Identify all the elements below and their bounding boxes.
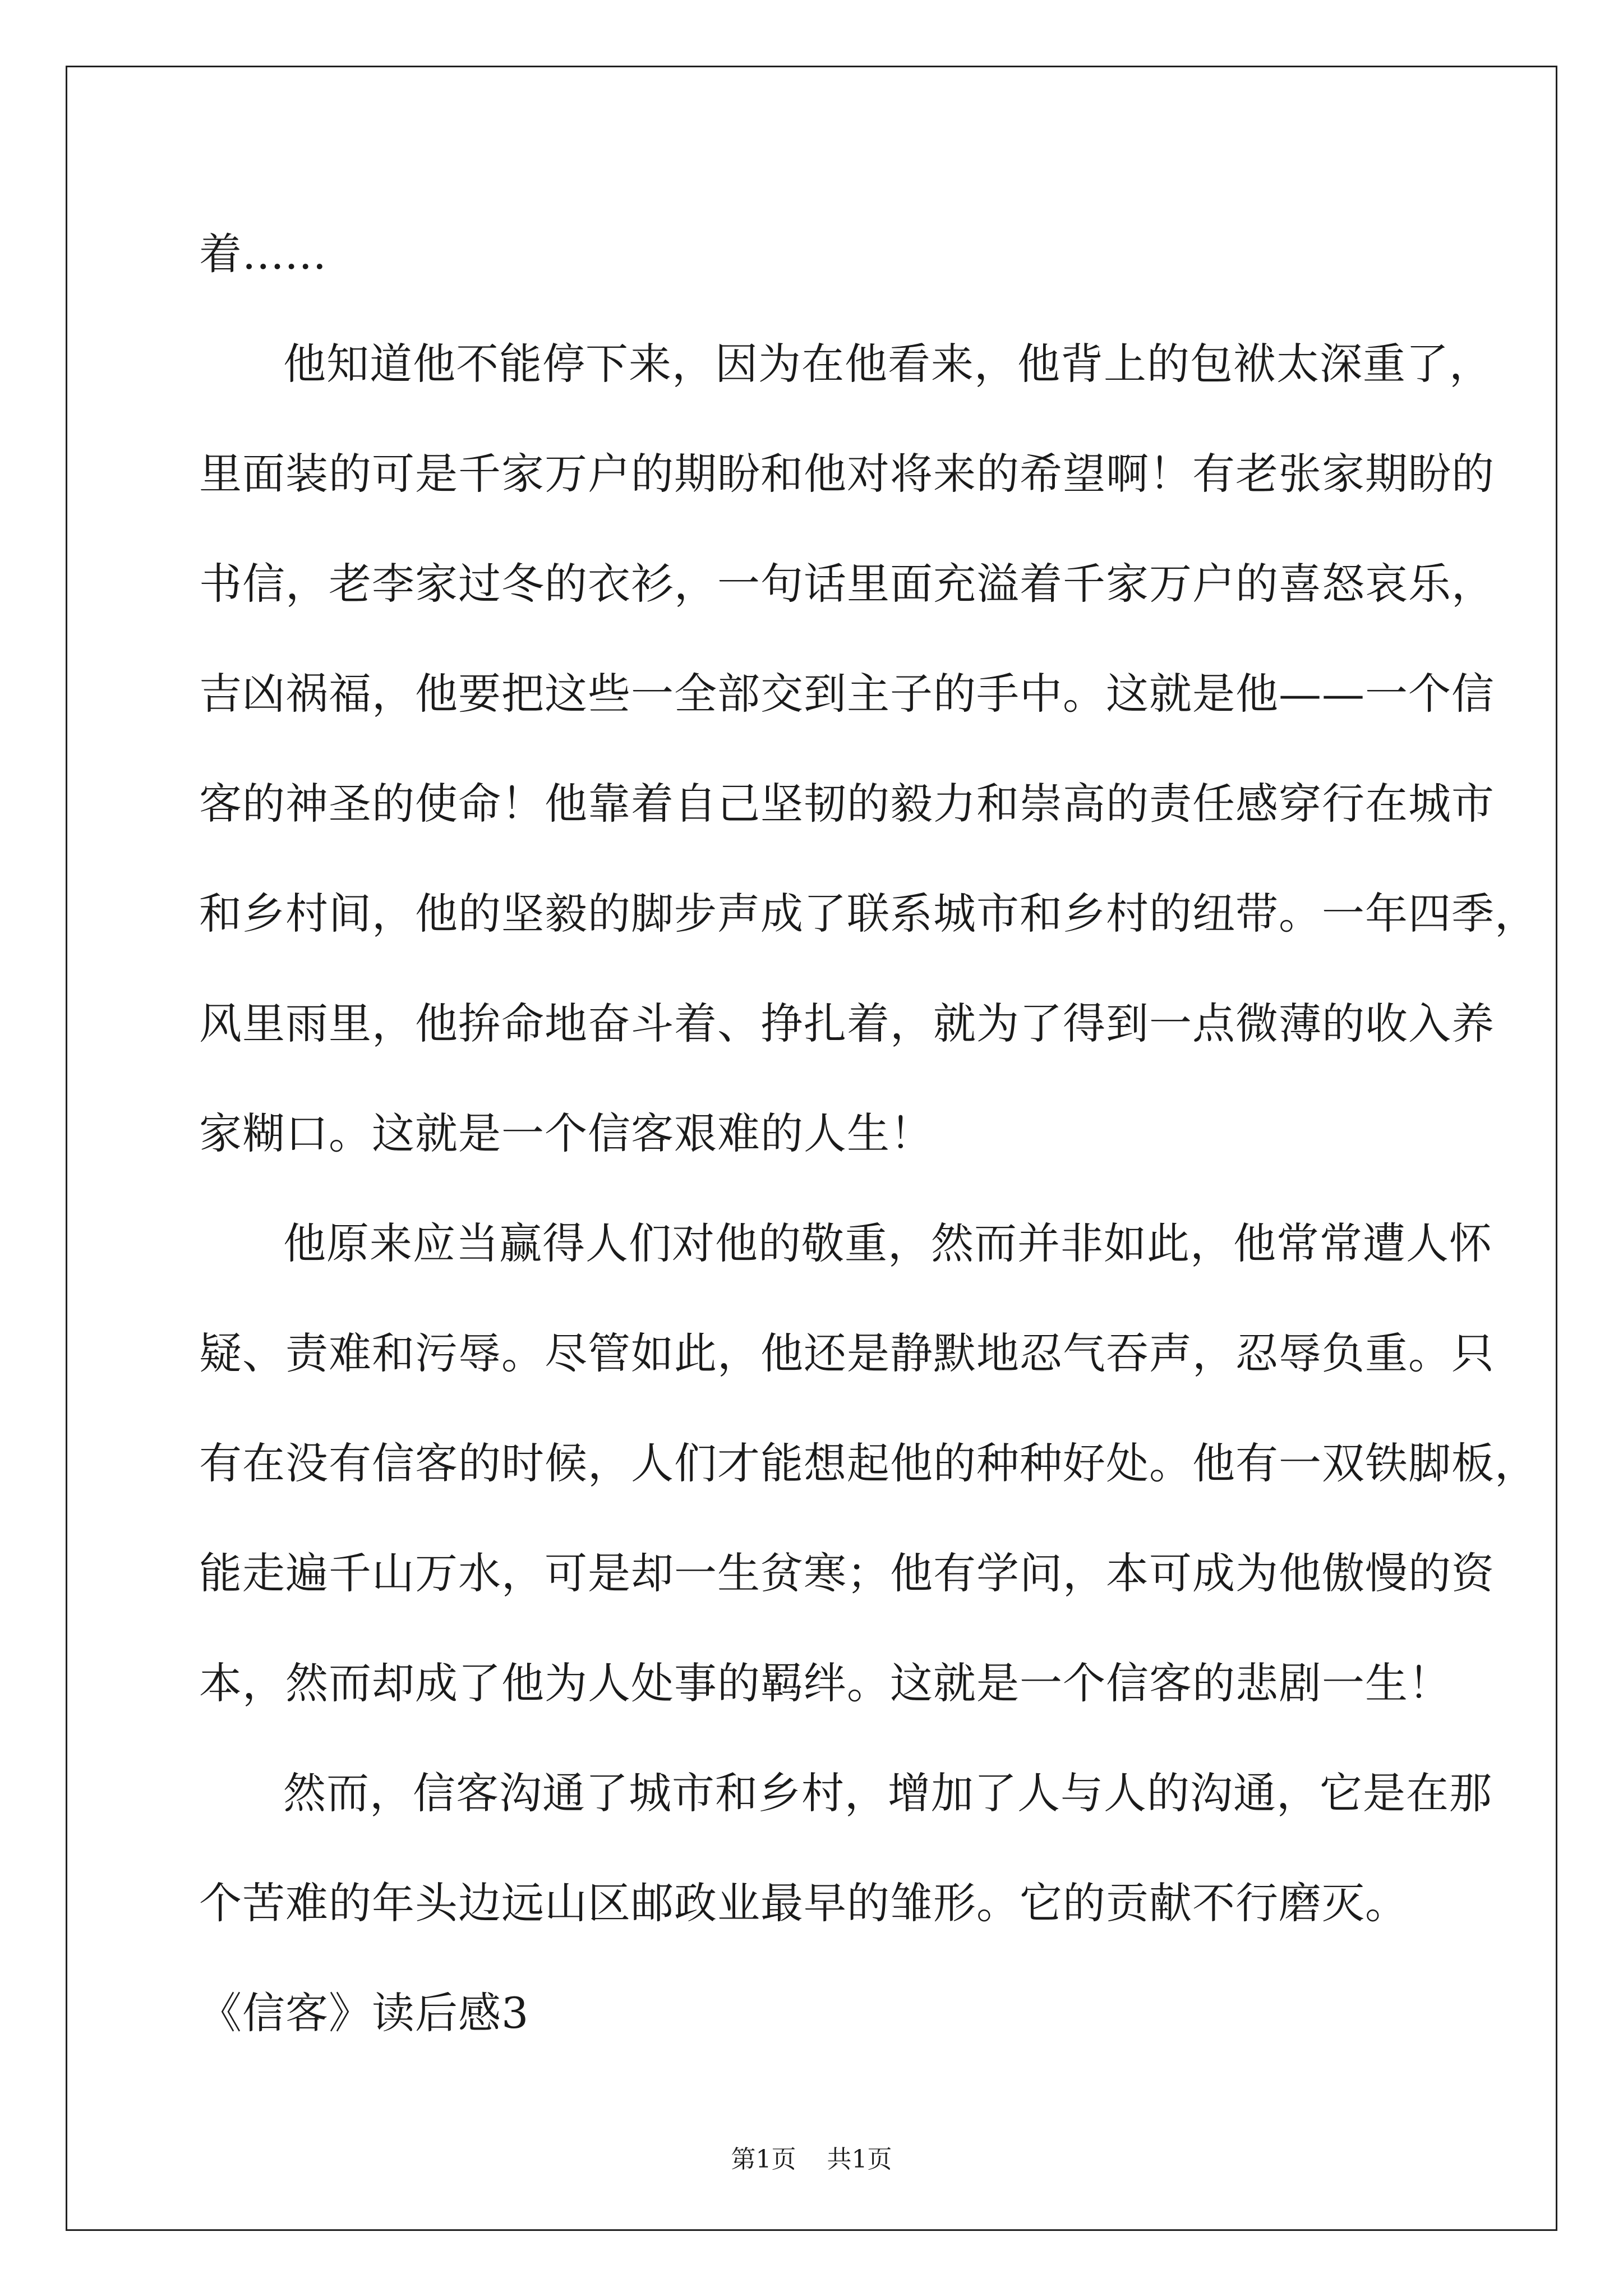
text-line: 书信，老李家过冬的衣衫，一句话里面充溢着千家万户的喜怒哀乐， [199,559,1495,609]
text-line: 个苦难的年头边远山区邮政业最早的雏形。它的贡献不行磨灭。 [199,1878,1408,1928]
text-line: 本，然而却成了他为人处事的羁绊。这就是一个信客的悲剧一生！ [199,1658,1451,1708]
page-footer [0,2143,1623,2177]
text-line: 客的神圣的使命！他靠着自己坚韧的毅力和崇高的责任感穿行在城市 [199,779,1495,829]
text-line: 能走遍千山万水，可是却一生贫寒；他有学问，本可成为他傲慢的资 [199,1548,1495,1598]
text-line: 疑、责难和污辱。尽管如此，他还是静默地忍气吞声，忍辱负重。只 [199,1328,1495,1378]
text-line: 风里雨里，他拚命地奋斗着、挣扎着，就为了得到一点微薄的收入养 [199,999,1495,1048]
text-line: 着...... [199,229,327,279]
page-number: 第1页 [731,2145,796,2174]
section-heading: 《信客》读后感3 [199,1988,529,2038]
text-line: 有在没有信客的时候，人们才能想起他的种种好处。他有一双铁脚板， [199,1438,1538,1488]
text-line: 然而，信客沟通了城市和乡村，增加了人与人的沟通，它是在那 [283,1768,1492,1818]
page-total: 共1页 [827,2145,892,2174]
text-line: 和乡村间，他的坚毅的脚步声成了联系城市和乡村的纽带。一年四季， [199,889,1538,938]
document-body [199,199,1538,2068]
text-line: 他知道他不能停下来，因为在他看来，他背上的包袱太深重了， [283,339,1492,389]
text-line: 他原来应当赢得人们对他的敬重，然而并非如此，他常常遭人怀 [283,1218,1492,1268]
text-line: 里面装的可是千家万户的期盼和他对将来的希望啊！有老张家期盼的 [199,449,1495,499]
text-line: 吉凶祸福，他要把这些一全部交到主子的手中。这就是他——一个信 [199,669,1495,719]
text-line: 家糊口。这就是一个信客艰难的人生！ [199,1108,933,1158]
